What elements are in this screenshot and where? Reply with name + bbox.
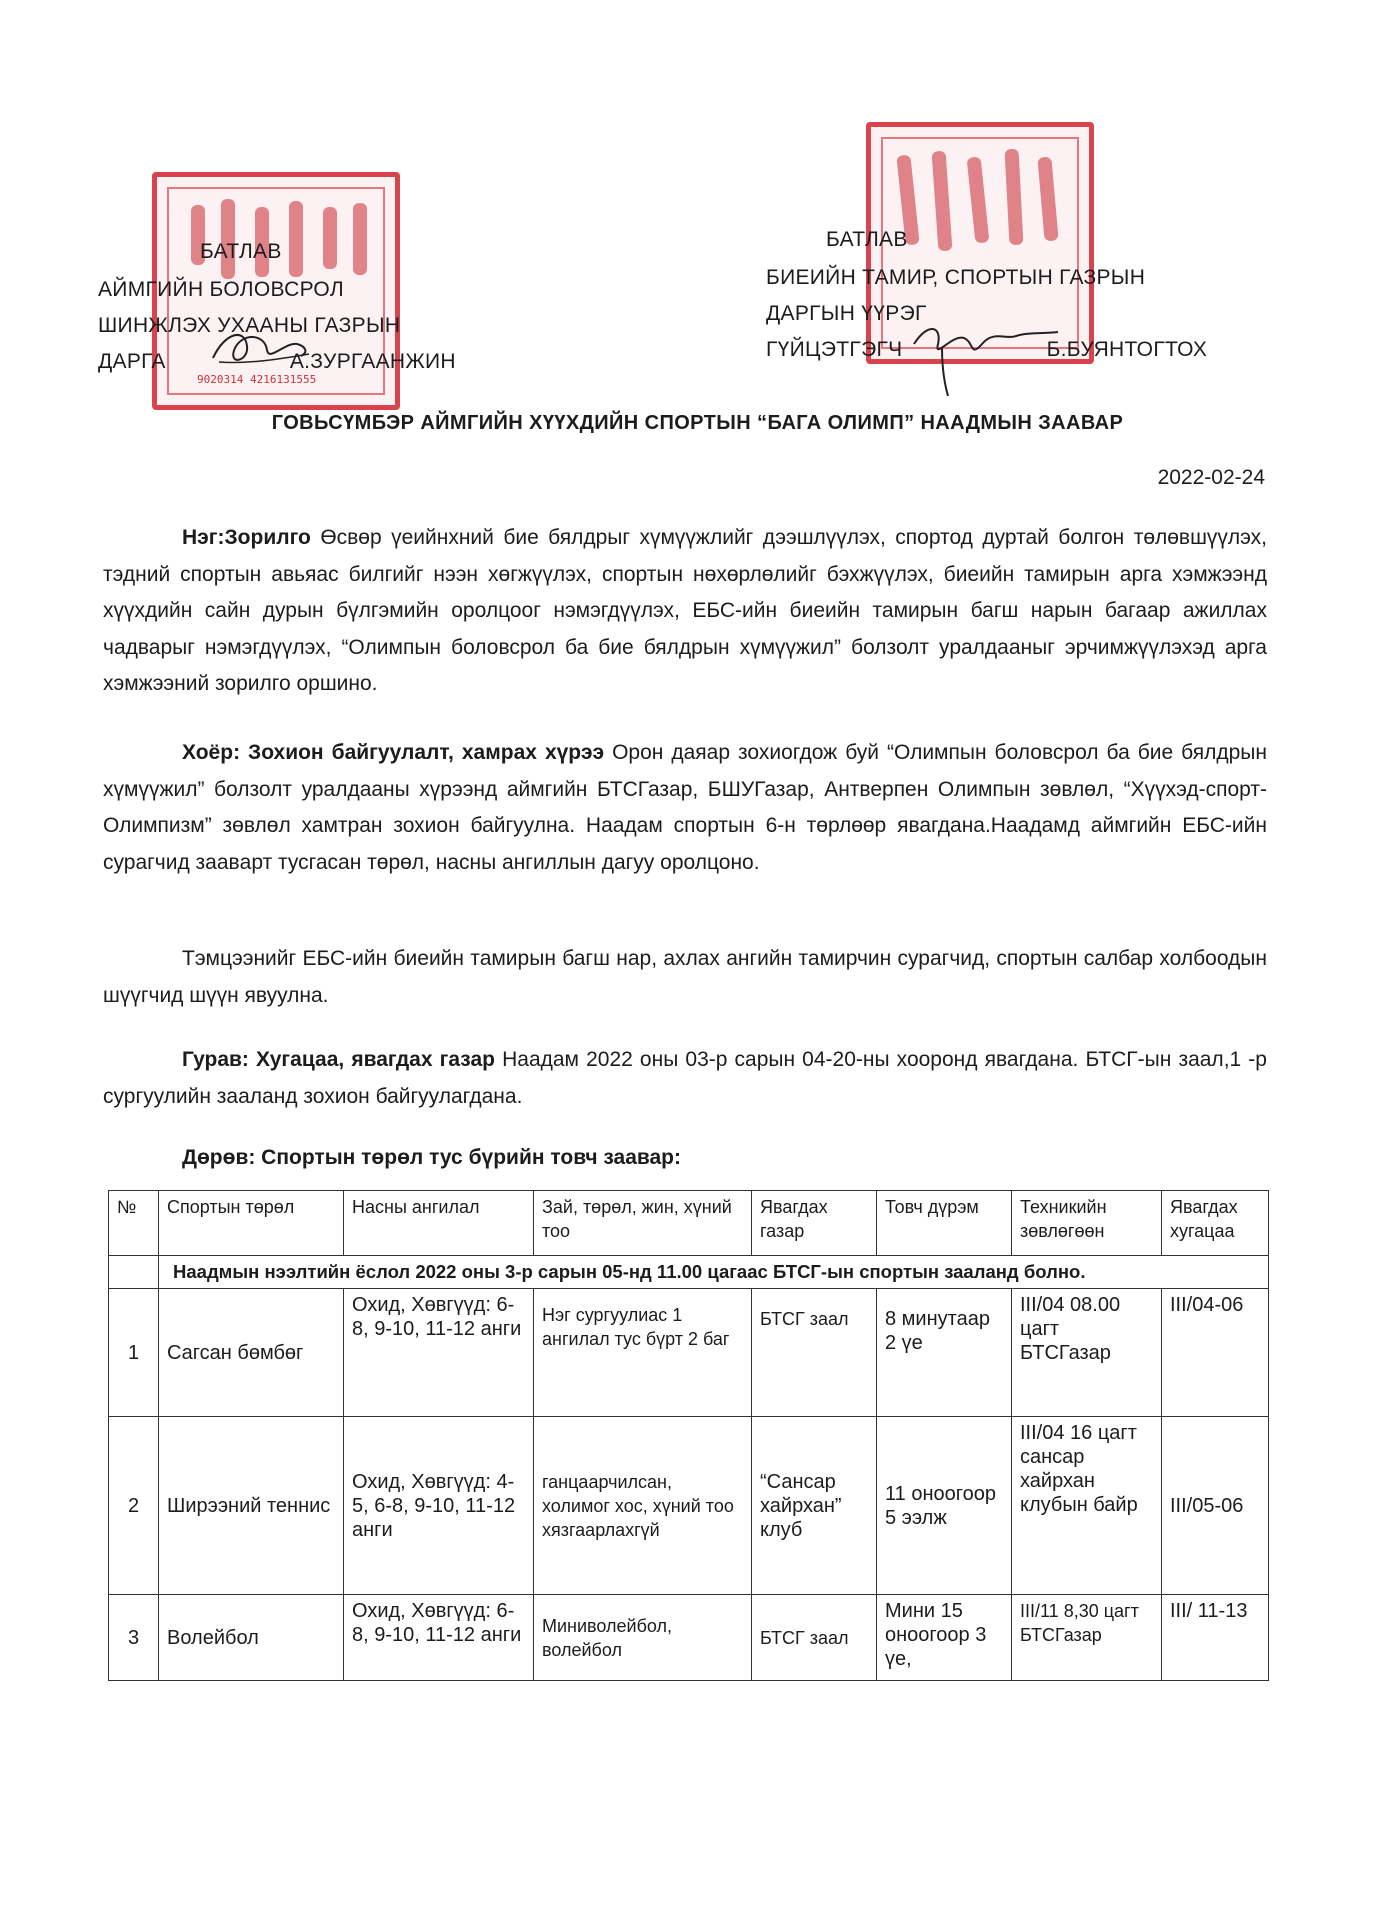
row-dates: III/04-06 xyxy=(1162,1289,1269,1417)
table-row xyxy=(109,1595,1269,1681)
row-sport: Волейбол xyxy=(159,1595,344,1681)
table-header-cell: Товч дүрэм xyxy=(877,1191,1012,1256)
table-header-cell: Насны ангилал xyxy=(344,1191,534,1256)
row-number: 2 xyxy=(109,1417,159,1595)
section-referees-text: Тэмцээнийг ЕБС-ийн биеийн тамирын багш нар, ахлах ангийн тамирчин сурагчид, спортын салбар холбоодын шүүгчид шүүн явуулна. xyxy=(103,947,1267,1007)
row-meeting: III/11 8,30 цагт БТСГазар xyxy=(1012,1595,1162,1681)
table-header-cell: Зай, төрөл, жин, хүний тоо xyxy=(534,1191,752,1256)
section-goal xyxy=(103,520,1267,703)
row-venue: БТСГ заал xyxy=(752,1289,877,1417)
row-sport: Сагсан бөмбөг xyxy=(159,1289,344,1417)
row-format: Нэг сургуулиас 1 ангилал тус бүрт 2 баг xyxy=(534,1289,752,1417)
section-sports xyxy=(103,1140,1267,1177)
section-referees xyxy=(103,941,1267,1014)
left-signature xyxy=(205,322,315,372)
section-time-place xyxy=(103,1042,1267,1115)
table-header-cell: Явагдах газар xyxy=(752,1191,877,1256)
section-organization-heading: Хоёр: Зохион байгуулалт, хамрах хүрээ xyxy=(182,741,605,764)
row-dates: III/05-06 xyxy=(1162,1417,1269,1595)
row-venue: “Сансар хайрхан” клуб xyxy=(752,1417,877,1595)
row-format: ганцаарчилсан, холимог хос, хүний тоо хязгаарлахгүй xyxy=(534,1417,752,1595)
section-organization-text: Орон даяар зохиогдож буй “Олимпын боловсрол ба бие бялдрын хүмүүжил” болзолт уралдааны хүрээнд аймгийн БТСГазар, БШУГазар, Антверпен Олимпын зөвлөл, “Хүүхэд-спорт-Олимпизм” зөвлөл хамтран зохион байгуулна. Наадам спортын 6-н төрлөөр явагдана.Наадамд аймгийн ЕБС-ийн сурагчид заавaрт тусгасан төрөл, насны ангиллын дагуу оролцоно. xyxy=(103,741,1267,874)
left-stamp-number: 9020314 4216131555 xyxy=(197,373,317,386)
opening-ceremony-notice: Наадмын нээлтийн ёслол 2022 оны 3-р сарын 05-нд 11.00 цагаас БТСГ-ын спортын зааланд болно. xyxy=(159,1256,1269,1289)
table-row xyxy=(109,1417,1269,1595)
left-approval-line1: АЙМГИЙН БОЛОВСРОЛ xyxy=(98,278,344,301)
right-approval-line1: БИЕИЙН ТАМИР, СПОРТЫН ГАЗРЫН xyxy=(766,266,1146,289)
section-organization xyxy=(103,735,1267,881)
left-approval-line2: ШИНЖЛЭХ УХААНЫ ГАЗРЫН xyxy=(98,314,401,337)
section-time-place-heading: Гурав: Хугацаа, явагдах газар xyxy=(182,1048,495,1071)
table-notice-row xyxy=(109,1256,1269,1289)
row-number: 3 xyxy=(109,1595,159,1681)
row-rules: Мини 15 оноогоор 3 үе, xyxy=(877,1595,1012,1681)
section-goal-text: Өсвөр үеийнхний бие бялдрыг хүмүүжлийг дээшлүүлэх, спортод дуртай болгон төлөвшүүлэх, тэдний спортын авьяас билгийг нээн хөгжүүлэх, спортын нөхөрлөлийг бэхжүүлэх, биеийн тамирын арга хэмжээнд хүүхдийн сайн дурын бүлгэмийн оролцоог нэмэгдүүлэх, ЕБС-ийн биеийн тамирын багш нарын багаар ажиллах чадварыг нэмэгдүүлэх, “Олимпын боловсрол ба бие бялдрын хүмүүжил” болзолт уралдааныг эрчимжүүлэхэд арга хэмжээний зорилго оршино. xyxy=(103,526,1267,695)
right-signature xyxy=(908,304,1068,400)
row-age: Охид, Хөвгүүд: 4-5, 6-8, 9-10, 11-12 анги xyxy=(344,1417,534,1595)
row-sport: Ширээний теннис xyxy=(159,1417,344,1595)
row-age: Охид, Хөвгүүд: 6-8, 9-10, 11-12 анги xyxy=(344,1289,534,1417)
row-age: Охид, Хөвгүүд: 6-8, 9-10, 11-12 анги xyxy=(344,1595,534,1681)
table-row xyxy=(109,1289,1269,1417)
table-header-row xyxy=(109,1191,1269,1256)
row-rules: 11 оноогоор 5 ээлж xyxy=(877,1417,1012,1595)
table-header-cell: Техникийн зөвлөгөөн xyxy=(1012,1191,1162,1256)
right-approval-role: ГҮЙЦЭТГЭГЧ xyxy=(766,338,903,361)
left-approval-heading: БАТЛАВ xyxy=(200,240,282,263)
row-rules: 8 минутаар 2 үе xyxy=(877,1289,1012,1417)
sports-table xyxy=(108,1190,1269,1681)
right-approval-heading: БАТЛАВ xyxy=(826,228,908,251)
row-meeting: III/04 08.00 цагт БТСГазар xyxy=(1012,1289,1162,1417)
right-approval-name: Б.БУЯНТОГТОХ xyxy=(1046,338,1208,361)
row-format: Миниволейбол, волейбол xyxy=(534,1595,752,1681)
table-header-cell: Спортын төрөл xyxy=(159,1191,344,1256)
row-venue: БТСГ заал xyxy=(752,1595,877,1681)
section-goal-heading: Нэг:Зорилго xyxy=(182,526,311,549)
left-approval-role: ДАРГА xyxy=(98,350,166,373)
row-meeting: III/04 16 цагт сансар хайрхан клубын байр xyxy=(1012,1417,1162,1595)
row-dates: III/ 11-13 xyxy=(1162,1595,1269,1681)
document-title: ГОВЬСҮМБЭР АЙМГИЙН ХҮҮХДИЙН СПОРТЫН “БАГА ОЛИМП” НААДМЫН ЗААВАР xyxy=(271,412,1124,434)
right-approval-line2: ДАРГЫН ҮҮРЭГ xyxy=(766,302,927,325)
table-header-cell: № xyxy=(109,1191,159,1256)
left-approval-name: А.ЗУРГААНЖИН xyxy=(289,350,456,373)
document-date: 2022-02-24 xyxy=(1157,466,1265,489)
section-sports-heading: Дөрөв: Спортын төрөл тус бүрийн товч заавар: xyxy=(182,1146,682,1169)
table-header-cell: Явагдах хугацаа xyxy=(1162,1191,1269,1256)
row-number: 1 xyxy=(109,1289,159,1417)
section-time-place-text: Наадам 2022 оны 03-р сарын 04-20-ны хооронд явагдана. БТСГ-ын заал,1 -р сургуулийн зааланд зохион байгуулагдана. xyxy=(103,1048,1267,1108)
